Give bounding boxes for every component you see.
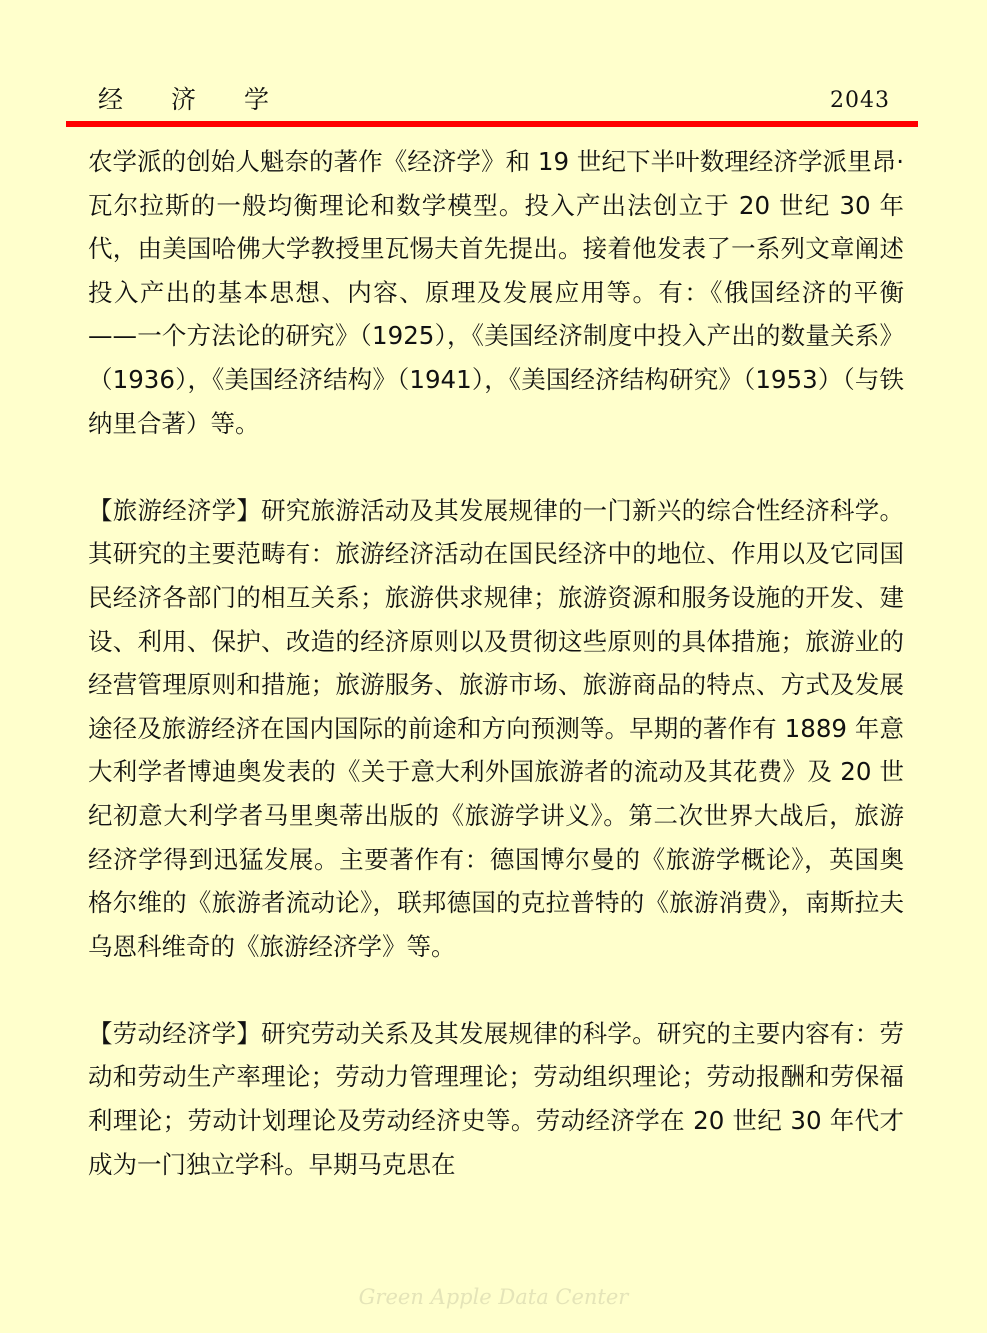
entry-text: 研究劳动关系及其发展规律的科学。研究的主要内容有：劳动和劳动生产率理论；劳动力管理理论；劳动组织理论；劳动报酬和劳保福利理论；劳动计划理论及劳动经济史等。劳动经济学在 20 世纪 30 年代才成为一门独立学科。早期马克思在 xyxy=(88,1018,904,1179)
page-header xyxy=(88,84,900,120)
entry-text: 研究旅游活动及其发展规律的一门新兴的综合性经济科学。其研究的主要范畴有：旅游经济活动在国民经济中的地位、作用以及它同国民经济各部门的相互关系；旅游供求规律；旅游资源和服务设施的开发、建设、利用、保护、改造的经济原则以及贯彻这些原则的具体措施；旅游业的经营管理原则和措施；旅游服务、旅游市场、旅游商品的特点、方式及发展途径及旅游经济在国内国际的前途和方向预测等。早期的著作有 1889 年意大利学者博迪奥发表的《关于意大利外国旅游者的流动及其花费》及 20 世纪初意大利学者马里奥蒂出版的《旅游学讲义》。第二次世界大战后，旅游经济学得到迅猛发展。主要著作有：德国博尔曼的《旅游学概论》，英国奥格尔维的《旅游者流动论》，联邦德国的克拉普特的《旅游消费》，南斯拉夫乌恩科维奇的《旅游经济学》等。 xyxy=(88,495,904,961)
watermark: Green Apple Data Center xyxy=(358,1285,629,1309)
entry-term: 【劳动经济学】 xyxy=(88,1018,262,1048)
entry-tourism-economics xyxy=(88,489,904,969)
paragraph-text: 农学派的创始人魁奈的著作《经济学》和 19 世纪下半叶数理经济学派里昂·瓦尔拉斯的一般均衡理论和数学模型。投入产出法创立于 20 世纪 30 年代，由美国哈佛大学教授里瓦惕夫首先提出。接着他发表了一系列文章阐述投入产出的基本思想、内容、原理及发展应用等。有：《俄国经济的平衡——一个方法论的研究》（1925），《美国经济制度中投入产出的数量关系》（1936），《美国经济结构》（1941），《美国经济结构研究》（1953）（与铁纳里合著）等。 xyxy=(88,147,904,438)
running-head-title: 经济学 xyxy=(98,85,318,114)
page-number: 2043 xyxy=(830,88,890,113)
header-rule xyxy=(66,121,918,127)
paragraph-continued xyxy=(88,140,904,445)
body-text xyxy=(88,140,904,1186)
entry-term: 【旅游经济学】 xyxy=(88,495,262,525)
entry-labor-economics xyxy=(88,1012,904,1186)
